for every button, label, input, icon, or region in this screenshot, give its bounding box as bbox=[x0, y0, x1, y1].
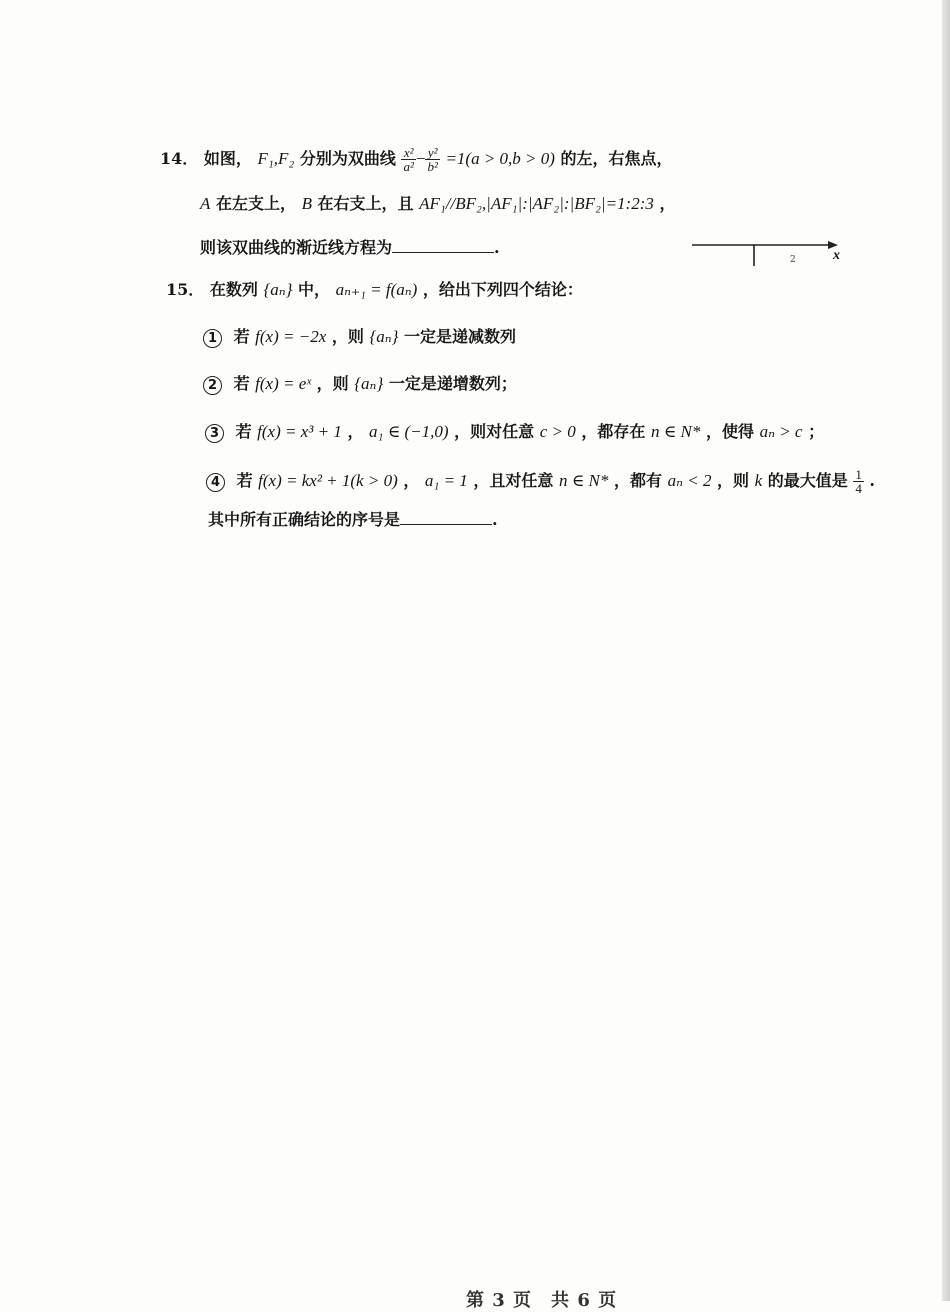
circled-number-3: 3 bbox=[205, 424, 224, 443]
q15-statement-4 bbox=[206, 468, 875, 495]
s2-seq: {aₙ} bbox=[354, 374, 384, 393]
page-footer: 第 3 页 共 6 页 bbox=[466, 1290, 618, 1311]
q14-line1 bbox=[160, 146, 673, 173]
q15-statement-3 bbox=[205, 422, 824, 443]
s1-seq: {aₙ} bbox=[369, 327, 399, 346]
circled-number-2: 2 bbox=[203, 376, 222, 395]
s4-mid4: ，则 bbox=[717, 471, 750, 490]
circled-number-1: 1 bbox=[203, 329, 222, 348]
q14-point-a: A bbox=[200, 194, 211, 213]
q15-intro-a: 在数列 bbox=[209, 280, 258, 299]
circled-number-4: 4 bbox=[206, 473, 225, 492]
q14-minus: − bbox=[415, 149, 426, 168]
s4-math: f(x) = kx² + 1(k > 0) bbox=[258, 471, 398, 490]
s4-pre: 若 bbox=[236, 471, 253, 490]
q14-line2-tail: ， bbox=[659, 194, 676, 213]
s4-math5: k bbox=[754, 471, 763, 490]
q14-line2-text-a: 在左支上， bbox=[215, 194, 296, 213]
s4-post: . bbox=[869, 471, 875, 490]
s1-math: f(x) = −2x bbox=[255, 327, 327, 346]
s2-math: f(x) = eˣ bbox=[255, 374, 312, 393]
q15-closing-text: 其中所有正确结论的序号是 bbox=[208, 510, 401, 529]
s3-math2: a₁ ∈ (−1,0) bbox=[369, 422, 449, 441]
q15-intro bbox=[166, 280, 583, 300]
s3-math4: n ∈ N* bbox=[650, 422, 701, 441]
q14-prompt: 则该双曲线的渐近线方程为 bbox=[200, 238, 393, 257]
q14-ratio: AF₁//BF₂,|AF₁|:|AF₂|:|BF₂|=1:2:3 bbox=[419, 194, 654, 213]
s2-pre: 若 bbox=[233, 374, 250, 393]
s2-mid: ，则 bbox=[316, 374, 349, 393]
s4-fraction: $\frac{1}{4}$ bbox=[855, 467, 862, 496]
q14-mid: 分别为双曲线 bbox=[299, 149, 396, 168]
q14-equation-rhs: =1(a > 0,b > 0) bbox=[445, 149, 555, 168]
s1-post: 一定是递减数列 bbox=[404, 327, 517, 346]
q14-line2-text-b: 在右支上，且 bbox=[317, 194, 414, 213]
q14-line2 bbox=[200, 194, 675, 214]
q15-number: 15． bbox=[166, 280, 205, 299]
q15-closing bbox=[208, 510, 498, 530]
q14-lead: 如图， bbox=[203, 149, 252, 168]
tick-label: 2 bbox=[790, 255, 796, 265]
q15-statement-2 bbox=[203, 374, 517, 395]
q14-frac-x: $\frac{\text{x²}}{\text{a²}}$ bbox=[403, 145, 414, 174]
s3-mid2: ，则对任意 bbox=[454, 422, 535, 441]
s4-mid3: ，都有 bbox=[613, 471, 662, 490]
q14-line3 bbox=[200, 238, 500, 258]
page-binding-edge bbox=[942, 0, 950, 1301]
s4-math2: a₁ = 1 bbox=[424, 471, 468, 490]
s2-post: 一定是递增数列； bbox=[388, 374, 517, 393]
q15-recurrence: aₙ₊₁ = f(aₙ) bbox=[335, 280, 418, 299]
s3-math5: aₙ > c bbox=[759, 422, 803, 441]
q14-frac-y: $\frac{\text{y²}}{\text{b²}}$ bbox=[427, 145, 438, 174]
s3-math: f(x) = x³ + 1 bbox=[257, 422, 342, 441]
s3-pre: 若 bbox=[235, 422, 252, 441]
s4-mid2: ，且对任意 bbox=[473, 471, 554, 490]
x-axis-label: x bbox=[833, 248, 840, 263]
hyperbola-figure-fragment bbox=[690, 232, 850, 272]
s4-mid: ， bbox=[403, 471, 420, 490]
q15-intro-b: 中， bbox=[298, 280, 331, 299]
q15-end: . bbox=[492, 510, 498, 529]
s3-mid3: ，都存在 bbox=[581, 422, 646, 441]
s3-math3: c > 0 bbox=[539, 422, 576, 441]
s4-math3: n ∈ N* bbox=[558, 471, 609, 490]
s4-mid5: 的最大值是 bbox=[767, 471, 848, 490]
q14-answer-blank bbox=[392, 238, 494, 253]
q15-sequence: {aₙ} bbox=[263, 280, 293, 299]
q14-foci: F₁,F₂ bbox=[257, 149, 295, 168]
q15-statement-1 bbox=[203, 327, 516, 348]
q14-end: . bbox=[494, 238, 500, 257]
q15-intro-c: ，给出下列四个结论： bbox=[422, 280, 583, 299]
s1-mid: ，则 bbox=[331, 327, 364, 346]
s3-mid4: ，使得 bbox=[705, 422, 754, 441]
q15-answer-blank bbox=[400, 510, 492, 525]
q14-number: 14． bbox=[160, 149, 199, 168]
q14-tail: 的左，右焦点， bbox=[560, 149, 673, 168]
s3-post: ； bbox=[808, 422, 825, 441]
s1-pre: 若 bbox=[233, 327, 250, 346]
s3-mid: ， bbox=[347, 422, 364, 441]
q14-point-b: B bbox=[301, 194, 312, 213]
s4-math4: aₙ < 2 bbox=[667, 471, 712, 490]
